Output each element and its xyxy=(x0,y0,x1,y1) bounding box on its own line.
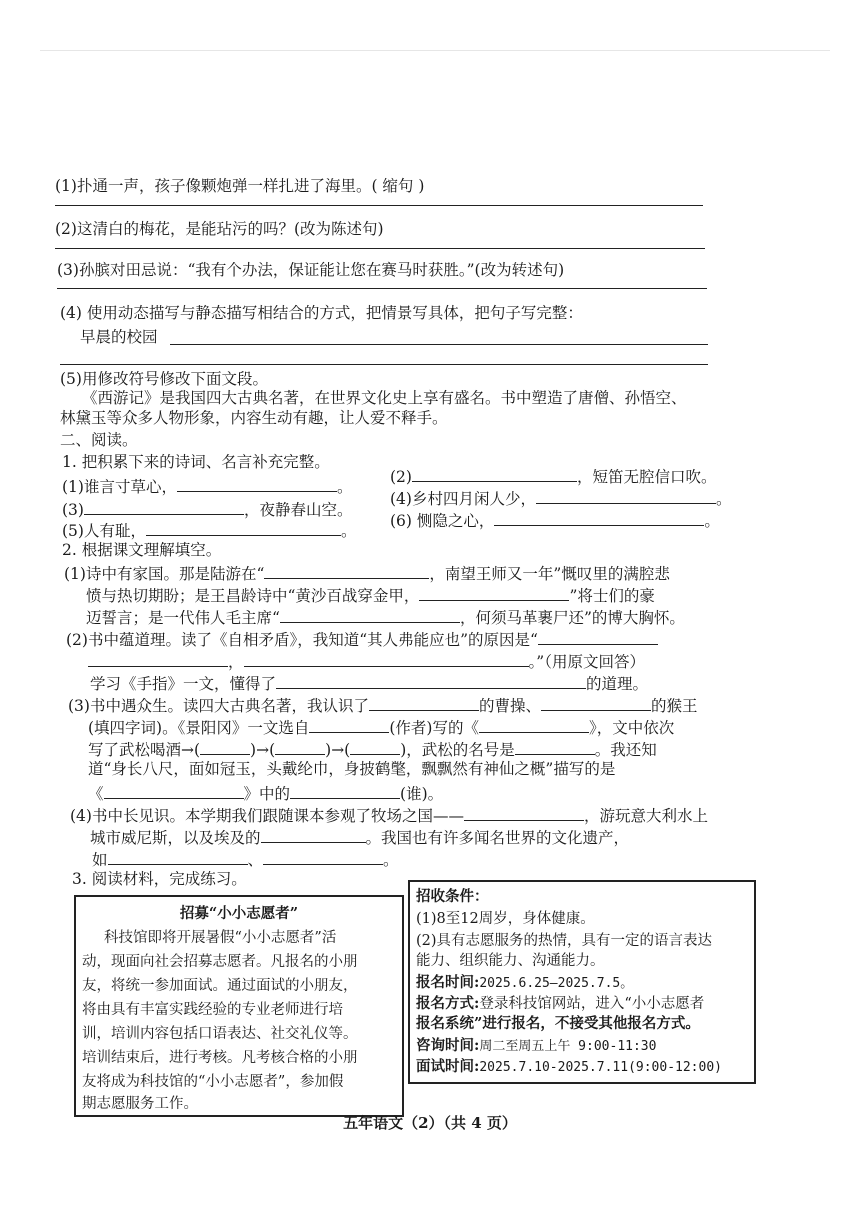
condition-1: (1)8至12周岁，身体健康。 xyxy=(416,911,595,927)
question-5: (5)用修改符号修改下面文段。 xyxy=(60,370,268,388)
question-5-text-1: 《西游记》是我国四大古典名著，在世界文化史上享有盛名。书中塑造了唐僧、孙悟空、 xyxy=(82,389,687,407)
fill-2-line-1: (2)书中蕴道理。读了《自相矛盾》，我知道“其人弗能应也”的原因是“ xyxy=(66,626,658,651)
question-2: (2)这清白的梅花，是能玷污的吗？(改为陈述句) xyxy=(55,220,384,238)
poem-4: (4)乡村四月闲人少， 。 xyxy=(390,485,731,510)
recruit-notice-title: 招募“小小志愿者” xyxy=(179,905,299,922)
registration-method-b: 报名系统”进行报名，不接受其他报名方式。 xyxy=(416,1015,700,1032)
fill-1-line-3: 迈誓言；是一代伟人毛主席“ ，何须马革裹尸还”的博大胸怀。 xyxy=(86,604,685,629)
poem-1: (1)谁言寸草心， 。 xyxy=(62,473,352,498)
fill-3-line-5: 《 》中的 (谁)。 xyxy=(88,780,443,805)
question-4: (4) 使用动态描写与静态描写相结合的方式，把情景写具体，把句子写完整： xyxy=(60,304,583,322)
poem-6: (6) 恻隐之心， 。 xyxy=(390,507,720,532)
fill-3-line-1: (3)书中遇众生。读四大古典名著，我认识了 的曹操、 的猴王 xyxy=(68,692,698,717)
part-3-title: 3. 阅读材料，完成练习。 xyxy=(72,870,247,888)
poem-3: (3) ，夜静春山空。 xyxy=(62,496,352,521)
fill-3-line-3: 写了武松喝酒→( )→( )→( )，武松的名号是 。我还知 xyxy=(88,736,657,761)
answer-line-4b xyxy=(60,364,708,365)
consult-time: 咨询时间:周二至周五上午 9:00-11:30 xyxy=(416,1037,657,1054)
fill-1-line-2: 愤与热切期盼；是王昌龄诗中“黄沙百战穿金甲， ”将士们的豪 xyxy=(86,582,655,607)
fill-4-line-3: 如 、 。 xyxy=(92,846,399,871)
section-heading: 二、阅读。 xyxy=(60,431,138,449)
answer-line-2 xyxy=(55,248,705,249)
recruit-notice-line-5: 训，培训内容包括口语表达、社交礼仪等。 xyxy=(82,1026,358,1042)
condition-2b: 能力、组织能力、沟通能力。 xyxy=(416,953,605,969)
fill-2-line-2: ， 。”（用原文回答） xyxy=(88,648,645,673)
recruit-notice-line-7: 友将成为科技馆的“小小志愿者”，参加假 xyxy=(82,1074,344,1090)
registration-time: 报名时间:2025.6.25—2025.7.5。 xyxy=(416,974,634,991)
recruit-notice-line-3: 友，将统一参加面试。通过面试的小朋友， xyxy=(82,978,358,994)
recruit-notice-line-4: 将由具有丰富实践经验的专业老师进行培 xyxy=(82,1002,343,1018)
answer-line-4a xyxy=(170,344,708,345)
condition-2a: (2)具有志愿服务的热情，具有一定的语言表达 xyxy=(416,933,713,949)
fill-4-line-2: 城市威尼斯，以及埃及的 。我国也有许多闻名世界的文化遗产， xyxy=(90,824,629,849)
page-top-edge xyxy=(40,50,830,51)
conditions-box xyxy=(408,880,756,1084)
question-1: (1)扑通一声，孩子像颗炮弹一样扎进了海里。( 缩句 ) xyxy=(55,177,425,195)
fill-3-line-2: (填四字词)。《景阳冈》一文选自 (作者)写的《 》，文中依次 xyxy=(88,714,674,739)
recruit-notice-line-1: 科技馆即将开展暑假“小小志愿者”活 xyxy=(104,930,337,946)
interview-time: 面试时间:2025.7.10-2025.7.11(9:00-12:00) xyxy=(416,1058,722,1075)
question-5-text-2: 林黛玉等众多人物形象，内容生动有趣，让人爱不释手。 xyxy=(60,409,448,427)
question-4-start: 早晨的校园 xyxy=(80,328,158,346)
conditions-title: 招收条件： xyxy=(416,888,489,905)
fill-1-line-1: (1)诗中有家国。那是陆游在“ ，南望王师又一年”慨叹里的满腔悲 xyxy=(64,560,670,585)
question-3: (3)孙膑对田忌说：“我有个办法，保证能让您在赛马时获胜。”(改为转述句) xyxy=(57,261,565,279)
answer-line-3 xyxy=(57,288,707,289)
page-footer: 五年语文（2）（共 4 页） xyxy=(343,1114,517,1132)
part-2-title: 2. 根据课文理解填空。 xyxy=(62,541,222,559)
poem-5: (5)人有耻， 。 xyxy=(62,517,356,542)
recruit-notice-line-8: 期志愿服务工作。 xyxy=(82,1096,198,1112)
poem-2: (2) ，短笛无腔信口吹。 xyxy=(390,463,716,488)
recruit-notice-line-6: 培训结束后，进行考核。凡考核合格的小朋 xyxy=(82,1050,358,1066)
fill-4-line-1: (4)书中长见识。本学期我们跟随课本参观了牧场之国—— ，游玩意大利水上 xyxy=(70,802,708,827)
fill-2-line-3: 学习《手指》一文，懂得了 的道理。 xyxy=(90,670,648,695)
fill-3-line-4: 道“身长八尺，面如冠玉，头戴纶巾，身披鹤氅，飘飘然有神仙之概”描写的是 xyxy=(88,760,616,778)
recruit-notice-box xyxy=(74,895,404,1117)
registration-method-a: 报名方式:登录科技馆网站，进入“小小志愿者 xyxy=(416,995,705,1012)
recruit-notice-line-2: 动，现面向社会招募志愿者。凡报名的小朋 xyxy=(82,954,358,970)
answer-line-1 xyxy=(55,205,703,206)
part-1-title: 1. 把积累下来的诗词、名言补充完整。 xyxy=(62,453,330,471)
